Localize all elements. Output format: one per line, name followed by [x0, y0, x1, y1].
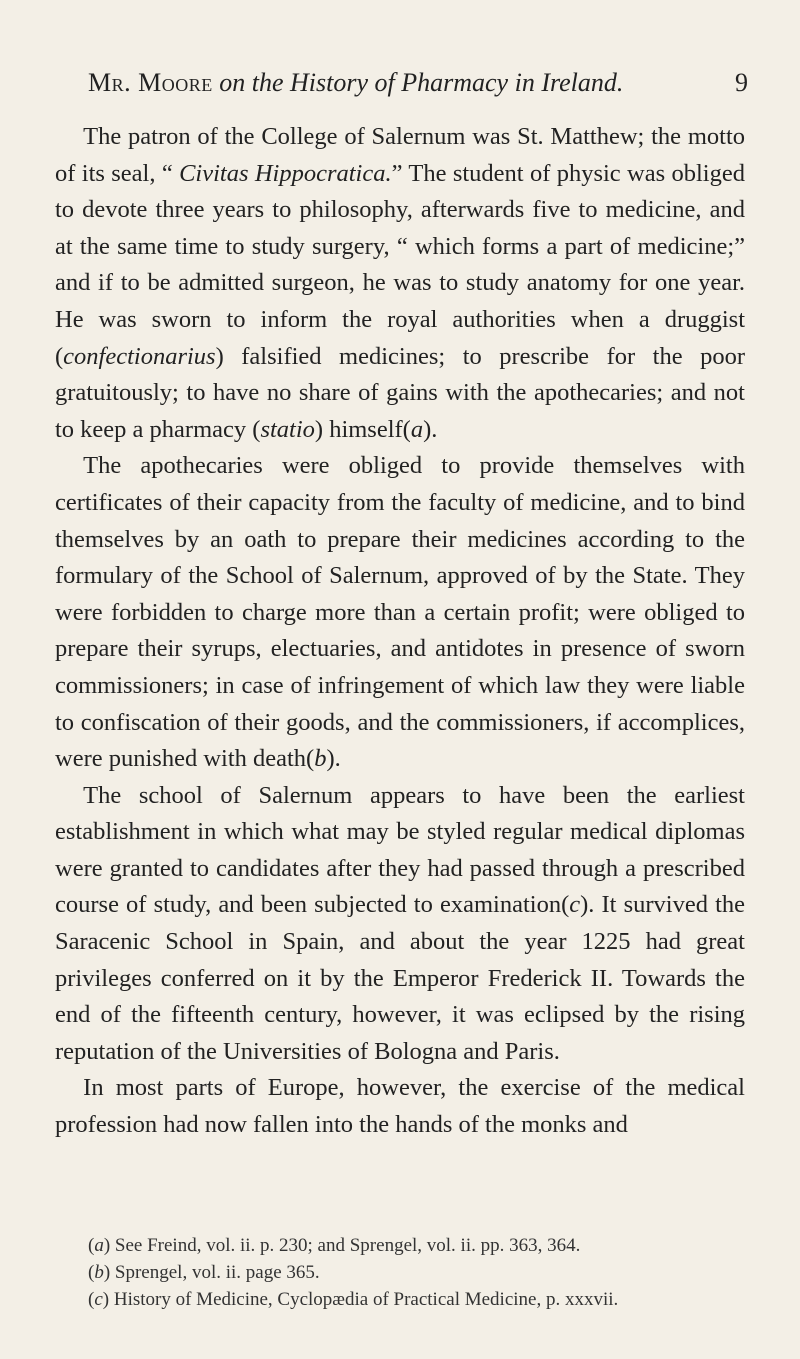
italic-text-segment: Civitas Hippocratica. — [179, 159, 392, 187]
footnote-text: History of Medicine, Cyclopædia of Practical Medicine, p. xxxvii. — [113, 1289, 619, 1310]
italic-text-segment: confectionarius — [63, 342, 216, 370]
running-head-author: Mr. Moore — [88, 68, 213, 97]
footnote: (b) Sprengel, vol. ii. page 365. — [88, 1262, 320, 1283]
text-segment: ) falsified medicines; to prescribe for the poor gratuitously; to have no share of gains with the apothecaries; and not to keep a pharmacy ( — [55, 342, 745, 443]
footnote-mark: b — [94, 1262, 104, 1283]
running-head — [88, 66, 748, 100]
body-text — [55, 119, 745, 1144]
italic-text-segment: a — [410, 415, 424, 443]
italic-text-segment: statio — [260, 415, 315, 443]
footnotes — [88, 1232, 748, 1313]
text-segment: ” The student of physic was obliged to devote three years to philosophy, afterwards five to medicine, and at the same time to study surgery, “ which forms a part of medicine;” and if to be admitted surgeon, he was to study anatomy for one year. He was sworn to inform the royal authorities when a druggist ( — [55, 159, 745, 370]
page-number: 9 — [735, 68, 748, 97]
paragraph — [55, 1070, 745, 1143]
footnote-text: Sprengel, vol. ii. page 365. — [114, 1262, 320, 1283]
text-segment: ). — [423, 415, 438, 443]
text-segment: The patron of the College of Salernum was St. Matthew; the motto of its seal, “ — [55, 123, 745, 187]
italic-text-segment: c — [569, 891, 581, 919]
text-segment: ). It survived the Saracenic School in Spain, and about the year 1225 had great privileges conferred on it by the Emperor Frederick II. Towards the end of the fifteenth century, however, it was eclipsed by the rising reputation of the Universities of Bologna and Paris. — [55, 891, 746, 1065]
paragraph — [55, 778, 745, 1071]
italic-text-segment: b — [314, 745, 327, 773]
text-segment: The school of Salernum appears to have been the earliest establishment in which what may be styled regular medical diplomas were granted to candidates after they had passed through a prescribed course of study, and been subjected to examination( — [55, 781, 745, 919]
text-segment: ). — [326, 745, 341, 773]
footnote-mark: a — [94, 1235, 104, 1256]
paragraph — [55, 119, 745, 448]
running-head-title: on the History of Pharmacy in Ireland. — [219, 68, 624, 97]
paragraph — [55, 448, 745, 777]
footnote: (c) History of Medicine, Cyclopædia of Practical Medicine, p. xxxvii. — [88, 1289, 619, 1310]
text-segment: The apothecaries were obliged to provide themselves with certificates of their capacity from the faculty of medicine, and to bind themselves by an oath to prepare their medicines according to the formulary of the School of Salernum, approved of by the State. They were forbidden to charge more than a certain profit; were obliged to prepare their syrups, electuaries, and antidotes in presence of sworn commissioners; in case of infringement of which law they were liable to confiscation of their goods, and the commissioners, if accomplices, were punished with death( — [55, 452, 745, 773]
footnote-mark: c — [94, 1289, 103, 1310]
text-segment: ) himself( — [314, 415, 411, 443]
footnote: (a) See Freind, vol. ii. p. 230; and Sprengel, vol. ii. pp. 363, 364. — [88, 1235, 581, 1256]
text-segment: In most parts of Europe, however, the exercise of the medical profession had now fallen into the hands of the monks and — [55, 1074, 745, 1139]
footnote-text: See Freind, vol. ii. p. 230; and Sprengel, vol. ii. pp. 363, 364. — [114, 1235, 581, 1256]
